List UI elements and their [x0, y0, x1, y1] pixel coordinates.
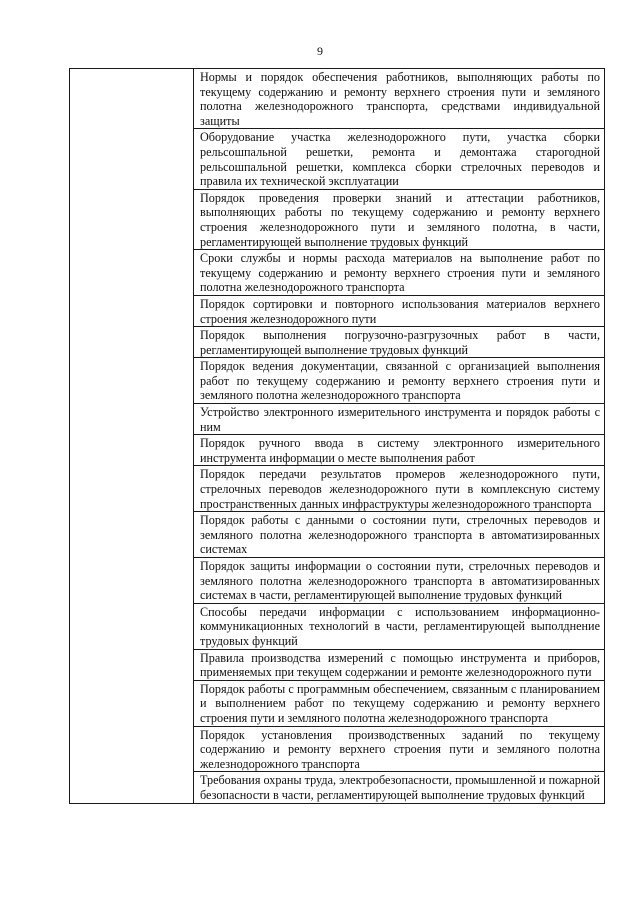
table-cell [194, 680, 605, 726]
table-cell [194, 726, 605, 772]
cell-text: Способы передачи информации с использованием информационно-коммуникационных технологий в части, регламентирующей выполднение трудовых функций [200, 604, 600, 648]
cell-text: Нормы и порядок обеспечения работников, выполняющих работы по текущему содержанию и ремонту верхнего строения пути и земляного полотна железнодорожного транспорта, средствами индивидуальной защиты [200, 70, 600, 128]
cell-text: Оборудование участка железнодорожного пути, участка сборки рельсошпальной решетки, ремонта и демонтажа старогодной рельсошпальной решетки, комплекса сборки стрелочных переводов и правила их технической эксплуатации [200, 130, 600, 189]
cell-text: Требования охраны труда, электробезопасности, промышленной и пожарной безопасности в части, регламентирующей выполнение трудовых функций [200, 773, 600, 802]
cell-text: Порядок передачи результатов промеров железнодорожного пути, стрелочных переводов железнодорожного пути в комплексную систему пространственных данных инфраструктуры железнодорожного транспорта [200, 467, 600, 511]
cell-text: Правила производства измерений с помощью инструмента и приборов, применяемых при текущем содержании и ремонте железнодорожного пути [200, 650, 600, 680]
page-number: 9 [317, 44, 323, 58]
table-cell [194, 649, 605, 680]
table-cell [194, 435, 605, 466]
table-cell [194, 250, 605, 296]
table-body [70, 69, 605, 804]
cell-text: Порядок установления производственных заданий по текущему содержанию и ремонту верхнего строения пути и земляного полотна железнодорожного транспорта [200, 727, 600, 771]
table-cell [194, 558, 605, 604]
table-cell [194, 772, 605, 803]
cell-text: Порядок сортировки и повторного использования материалов верхнего строения железнодорожного пути [200, 296, 600, 326]
cell-text: Порядок выполнения погрузочно-разгрузочных работ в части, регламентирующей выполнение трудовых функций [200, 328, 600, 357]
table-cell [194, 466, 605, 512]
requirements-table [69, 68, 605, 804]
cell-text: Порядок ведения документации, связанной с организацией выполнения работ по текущему содержанию и ремонту верхнего строения пути и земляного полотна железнодорожного транспорта [200, 359, 600, 403]
table-cell [194, 603, 605, 649]
cell-text: Устройство электронного измерительного инструмента и порядок работы с ним [200, 405, 600, 434]
table-cell [194, 358, 605, 404]
table-cell [194, 327, 605, 358]
table-row [70, 69, 605, 129]
cell-text: Порядок проведения проверки знаний и аттестации работников, выполняющих работы по текущему содержанию и ремонту верхнего строения железнодорожного пути и земляного полотна, в части, регламентирующей выполнение трудовых функций [200, 190, 600, 249]
table-cell [194, 69, 605, 129]
cell-text: Порядок защиты информации о состоянии пути, стрелочных переводов и земляного полотна железнодорожного транспорта в автоматизированных системах в части, регламентирующей выполнение трудовых функций [200, 559, 600, 603]
cell-text: Порядок ручного ввода в систему электронного измерительного инструмента информации о месте выполнения работ [200, 436, 600, 465]
table-cell [194, 512, 605, 558]
cell-text: Порядок работы с данными о состоянии пути, стрелочных переводов и земляного полотна железнодорожного транспорта в автоматизированных системах [200, 513, 600, 557]
table-cell [194, 129, 605, 189]
cell-text: Сроки службы и нормы расхода материалов на выполнение работ по текущему содержанию и ремонту верхнего строения пути и земляного полотна железнодорожного транспорта [200, 251, 600, 295]
cell-text: Порядок работы с программным обеспечением, связанным с планированием и выполнением работ по текущему содержанию и ремонту верхнего строения пути и земляного полотна железнодорожного транспорта [200, 681, 600, 725]
table-cell [194, 189, 605, 249]
left-column-cell [70, 69, 194, 804]
table-cell [194, 295, 605, 326]
table-cell [194, 404, 605, 435]
